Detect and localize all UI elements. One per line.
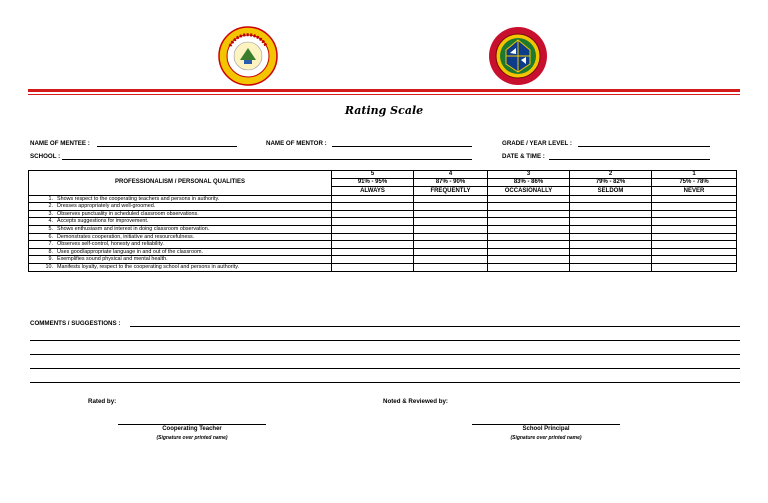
rating-cell[interactable]: [570, 263, 652, 271]
rating-cell[interactable]: [332, 210, 414, 218]
table-row: [29, 241, 737, 249]
rating-cell[interactable]: [332, 241, 414, 249]
item-number: 8.: [48, 248, 53, 255]
rating-cell[interactable]: [332, 203, 414, 211]
mentor-label: NAME OF MENTOR :: [266, 140, 327, 147]
principal-note: (Signature over printed name): [510, 435, 582, 441]
rating-cell[interactable]: [488, 218, 570, 226]
item-text: Uses good/appropriate language in and out of the classroom.: [57, 248, 203, 255]
rating-cell[interactable]: [488, 256, 570, 264]
rating-cell[interactable]: [652, 225, 737, 233]
grade-field[interactable]: [578, 146, 710, 147]
rating-cell[interactable]: [652, 210, 737, 218]
mentee-label: NAME OF MENTEE :: [30, 140, 90, 147]
table-row: [29, 233, 737, 241]
quality-item: [29, 225, 332, 233]
table-row: [29, 210, 737, 218]
item-text: Observes punctuality in scheduled classroom observations.: [57, 210, 199, 217]
quality-item: [29, 248, 332, 256]
qualities-heading: PROFESSIONALISM / PERSONAL QUALITIES: [29, 171, 332, 196]
quality-item: [29, 210, 332, 218]
rating-cell[interactable]: [570, 256, 652, 264]
item-text: Exemplifies sound physical and mental health.: [57, 256, 168, 263]
label-always: ALWAYS: [332, 187, 414, 195]
rating-cell[interactable]: [488, 241, 570, 249]
table-row: [29, 203, 737, 211]
item-number: 7.: [48, 241, 53, 248]
item-number: 5.: [48, 225, 53, 232]
quality-item: [29, 195, 332, 203]
item-text: Shows enthusiasm and interest in doing classroom observation.: [57, 225, 210, 232]
rating-cell[interactable]: [332, 263, 414, 271]
rating-cell[interactable]: [332, 256, 414, 264]
quality-item: [29, 241, 332, 249]
table-row: [29, 248, 737, 256]
header-divider: [28, 89, 740, 92]
comments-line-1[interactable]: [130, 326, 740, 327]
grade-label: GRADE / YEAR LEVEL :: [502, 140, 572, 147]
item-text: Manifests loyalty, respect to the cooperating school and persons in authority.: [57, 263, 239, 270]
date-label: DATE & TIME :: [502, 153, 545, 160]
score-2: 2: [570, 171, 652, 179]
label-never: NEVER: [652, 187, 737, 195]
rating-cell[interactable]: [414, 203, 488, 211]
quality-item: [29, 263, 332, 271]
item-number: 3.: [48, 210, 53, 217]
rating-cell[interactable]: [570, 210, 652, 218]
comments-line-2[interactable]: [30, 340, 740, 341]
table-row: [29, 225, 737, 233]
label-seldom: SELDOM: [570, 187, 652, 195]
score-4: 4: [414, 171, 488, 179]
item-text: Accepts suggestions for improvement.: [57, 218, 149, 225]
rating-cell[interactable]: [652, 263, 737, 271]
rating-cell[interactable]: [332, 225, 414, 233]
range-4: 87% - 90%: [414, 179, 488, 187]
item-text: Observes self-control, honesty and reliability.: [57, 241, 164, 248]
school-label: SCHOOL :: [30, 153, 61, 160]
quality-item: [29, 218, 332, 226]
rating-cell[interactable]: [414, 233, 488, 241]
document-title: Rating Scale: [344, 104, 424, 117]
range-2: 79% - 82%: [570, 179, 652, 187]
teacher-note: (Signature over printed name): [156, 435, 228, 441]
score-3: 3: [488, 171, 570, 179]
item-text: Shows respect to the cooperating teachers and persons in authority.: [57, 195, 220, 202]
rating-cell[interactable]: [652, 256, 737, 264]
rated-by-label: Rated by:: [88, 398, 117, 405]
rating-cell[interactable]: [488, 195, 570, 203]
rating-cell[interactable]: [570, 203, 652, 211]
rating-cell[interactable]: [570, 225, 652, 233]
range-1: 75% - 78%: [652, 179, 737, 187]
rating-cell[interactable]: [414, 263, 488, 271]
quality-item: [29, 256, 332, 264]
rating-cell[interactable]: [488, 248, 570, 256]
quality-item: [29, 233, 332, 241]
rating-cell[interactable]: [570, 248, 652, 256]
table-row: [29, 263, 737, 271]
item-text: Demonstrates cooperation, initiative and resourcefulness.: [57, 233, 195, 240]
item-text: Dresses appropriately and well-groomed.: [57, 203, 156, 210]
rating-table: [28, 170, 737, 272]
rating-cell[interactable]: [652, 241, 737, 249]
rating-cell[interactable]: [414, 210, 488, 218]
table-row: [29, 195, 737, 203]
mentee-field[interactable]: [97, 146, 237, 147]
quality-item: [29, 203, 332, 211]
item-number: 6.: [48, 233, 53, 240]
rating-cell[interactable]: [488, 225, 570, 233]
comments-line-5[interactable]: [30, 382, 740, 383]
rating-cell[interactable]: [570, 195, 652, 203]
rating-cell[interactable]: [488, 263, 570, 271]
item-number: 1.: [48, 195, 53, 202]
label-frequently: FREQUENTLY: [414, 187, 488, 195]
range-5: 91% - 95%: [332, 179, 414, 187]
college-seal-logo: [218, 26, 278, 86]
table-row: [29, 218, 737, 226]
rating-cell[interactable]: [652, 195, 737, 203]
header-divider-thin: [28, 94, 740, 95]
rating-cell[interactable]: [652, 233, 737, 241]
rating-cell[interactable]: [414, 248, 488, 256]
rating-cell[interactable]: [652, 203, 737, 211]
rating-cell[interactable]: [488, 203, 570, 211]
date-field[interactable]: [549, 159, 710, 160]
comments-label: COMMENTS / SUGGESTIONS :: [30, 320, 121, 327]
rating-cell[interactable]: [414, 241, 488, 249]
rating-cell[interactable]: [570, 218, 652, 226]
rating-cell[interactable]: [414, 225, 488, 233]
comments-line-3[interactable]: [30, 354, 740, 355]
rating-cell[interactable]: [332, 233, 414, 241]
item-number: 4.: [48, 218, 53, 225]
range-3: 83% - 86%: [488, 179, 570, 187]
mentor-field[interactable]: [332, 146, 472, 147]
rating-cell[interactable]: [488, 233, 570, 241]
rating-cell[interactable]: [332, 218, 414, 226]
rating-cell[interactable]: [414, 195, 488, 203]
rating-cell[interactable]: [332, 195, 414, 203]
table-row: [29, 256, 737, 264]
teacher-signature-line[interactable]: [118, 424, 266, 425]
school-field[interactable]: [62, 159, 472, 160]
rating-cell[interactable]: [414, 218, 488, 226]
teacher-name: Cooperating Teacher: [162, 426, 222, 432]
rating-cell[interactable]: [570, 241, 652, 249]
institution-seal-logo: [488, 26, 548, 86]
rating-cell[interactable]: [652, 248, 737, 256]
principal-name: School Principal: [522, 426, 570, 432]
rating-cell[interactable]: [652, 218, 737, 226]
item-number: 2.: [48, 203, 53, 210]
noted-by-label: Noted & Reviewed by:: [383, 398, 448, 405]
rating-cell[interactable]: [570, 233, 652, 241]
rating-cell[interactable]: [488, 210, 570, 218]
principal-signature-line[interactable]: [472, 424, 620, 425]
score-1: 1: [652, 171, 737, 179]
label-occasionally: OCCASIONALLY: [488, 187, 570, 195]
item-number: 9.: [48, 256, 53, 263]
rating-cell[interactable]: [414, 256, 488, 264]
score-5: 5: [332, 171, 414, 179]
item-number: 10.: [45, 263, 53, 270]
comments-line-4[interactable]: [30, 368, 740, 369]
rating-cell[interactable]: [332, 248, 414, 256]
